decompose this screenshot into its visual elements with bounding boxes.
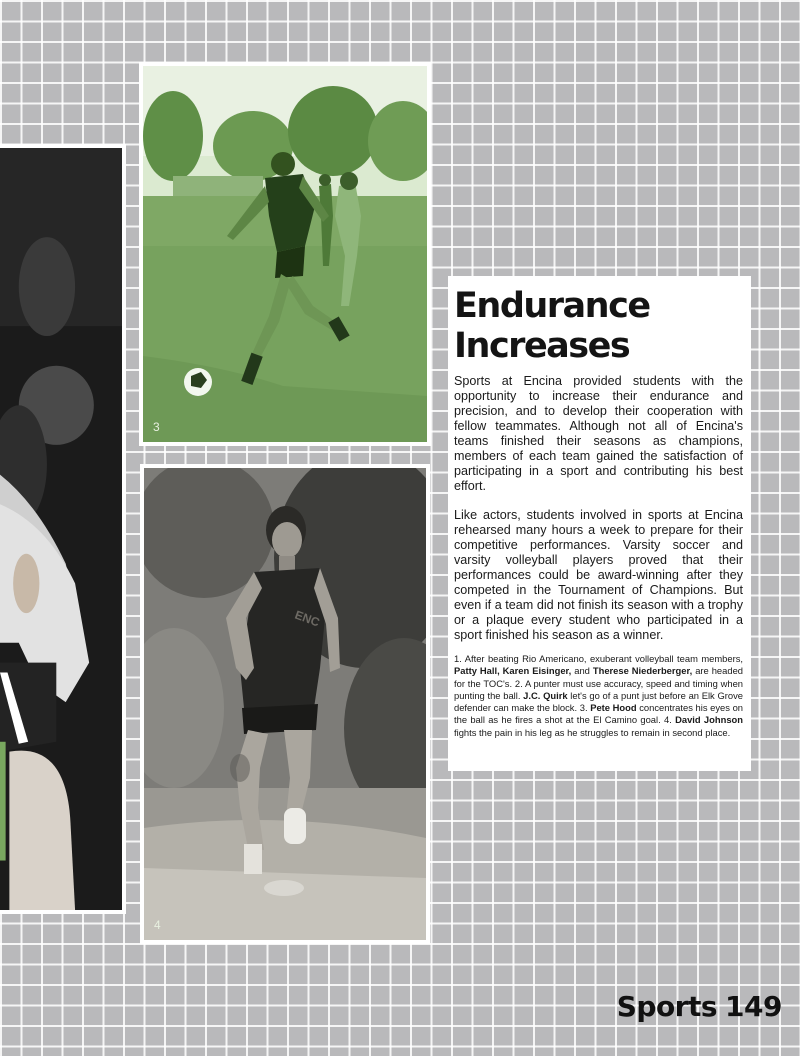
article-panel: [448, 276, 751, 771]
caption-name: David Johnson: [675, 714, 743, 726]
body-paragraph-1: Sports at Encina provided students with the opportunity to increase their endurance and precision, and to develop their cooperation with fellow teammates. Although not all of Encina's teams finished their seasons as champions, members of each team gained the satisfaction of participating in a sport and contributing his best effort.: [454, 374, 743, 493]
headline-line-2: Increases: [454, 326, 630, 366]
caption-name: Pete Hood: [590, 702, 637, 714]
headline-line-1: Endurance: [454, 286, 650, 326]
photo-captions: 1. After beating Rio Americano, exuberant volleyball team members, Patty Hall, Karen Eisinger, and Therese Niederberger, are headed for the TOC's. 2. A punter must use accuracy, speed and timing when punting the ball. J.C. Quirk let's go of a punt just before an Elk Grove defender can make the block. 3. Pete Hood concentrates his eyes on the ball as he fires a shot at the El Camino goal. 4. David Johnson fights the pain in his leg as he struggles to remain in second place.: [454, 653, 743, 738]
caption-name: Therese Niederberger,: [592, 665, 693, 677]
caption-name: Patty Hall, Karen Eisinger,: [454, 665, 572, 677]
photo-soccer-image: [143, 66, 427, 442]
photo-runner: [140, 464, 430, 944]
photo-soccer-player: [139, 62, 431, 446]
page-folio: [609, 990, 782, 1023]
body-paragraph-2: Like actors, students involved in sports at Encina rehearsed many hours a week to prepare for their competitive performances. Varsity soccer and varsity volleyball players proved that their performances could be award-winning after they competed in the Tournament of Champions. But even if a team did not finish its season with a trophy or a plaque every student who participated in a sport finished his season as a winner.: [454, 508, 743, 642]
caption-name: J.C. Quirk: [523, 689, 568, 701]
article-headline: [454, 286, 743, 366]
photo-runner-image: [144, 468, 426, 940]
page-number: 149: [725, 990, 782, 1023]
photo-volleyball-image: [0, 148, 122, 910]
photo-number-3: 3: [153, 420, 160, 434]
jersey-lettering: ENC: [292, 607, 322, 630]
photo-volleyball-player: [0, 144, 126, 914]
photo-number-4: 4: [154, 918, 161, 932]
section-label: Sports: [616, 990, 718, 1023]
